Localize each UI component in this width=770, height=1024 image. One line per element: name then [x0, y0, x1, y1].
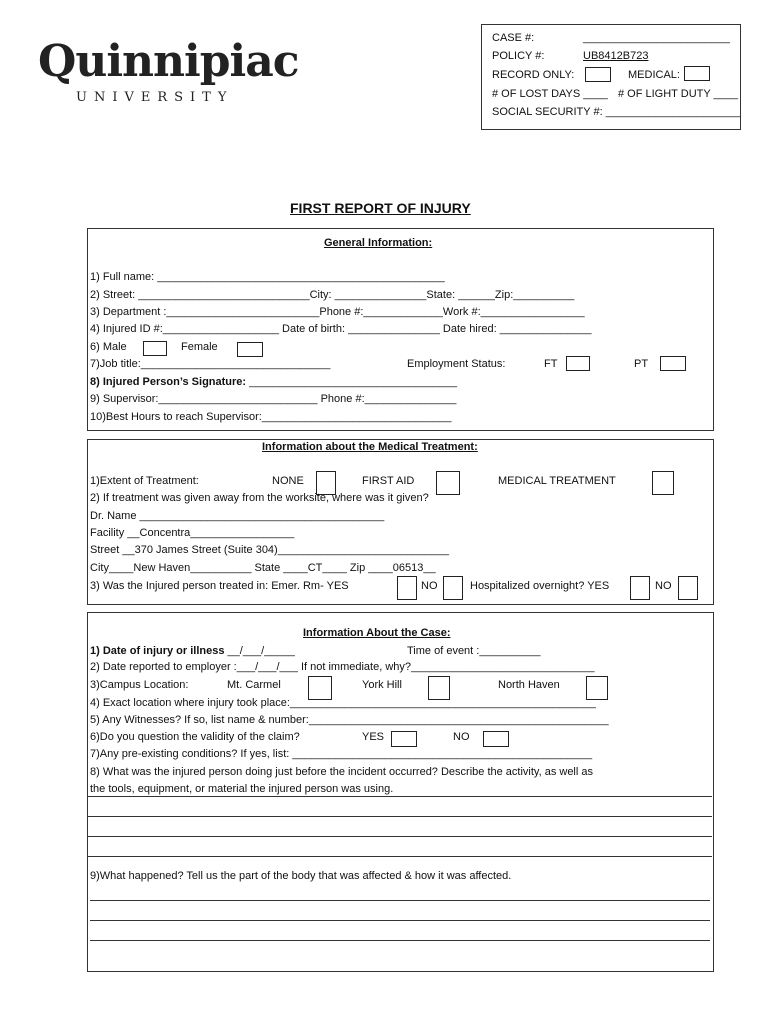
medical-treatment-checkbox[interactable] — [652, 471, 674, 495]
medical-checkbox[interactable] — [684, 66, 710, 81]
campus-location-label: 3)Campus Location: — [90, 679, 189, 691]
department-field[interactable]: 3) Department :_________________________Phone #:_____________Work #:_________________ — [90, 306, 585, 318]
date-of-injury-field[interactable] — [90, 645, 295, 657]
signature-label: 8) Injured Person’s Signature: — [90, 376, 247, 388]
what-happened-line-3[interactable] — [90, 940, 710, 941]
male-checkbox[interactable] — [143, 341, 167, 356]
record-only-label: RECORD ONLY: — [492, 69, 575, 81]
hospitalized-no-checkbox[interactable] — [678, 576, 698, 600]
case-info-heading: Information About the Case: — [303, 627, 451, 639]
mt-carmel-label: Mt. Carmel — [227, 679, 281, 691]
activity-question-line2: the tools, equipment, or material the injured person was using. — [90, 783, 394, 795]
case-number-value: ________________________ — [583, 32, 730, 44]
ft-checkbox[interactable] — [566, 356, 590, 371]
policy-value: UB8412B723 — [583, 50, 649, 62]
pre-existing-conditions-field[interactable]: 7)Any pre-existing conditions? If yes, list: _________________________________________________ — [90, 748, 593, 760]
university-logo-subtitle: UNIVERSITY — [76, 90, 234, 105]
validity-no-label: NO — [453, 731, 470, 743]
facility-field[interactable] — [90, 527, 294, 539]
medical-treatment-label: MEDICAL TREATMENT — [498, 475, 616, 487]
facility-label: Facility — [90, 527, 128, 539]
hospitalized-question: Hospitalized overnight? YES — [470, 580, 610, 592]
facility-value: __Concentra_________________ — [127, 527, 295, 539]
university-logo: Quinnipiac — [38, 36, 299, 87]
ft-label: FT — [544, 358, 558, 370]
witnesses-field[interactable]: 5) Any Witnesses? If so, list name & number:_________________________________________________ — [90, 714, 609, 726]
first-aid-checkbox[interactable] — [436, 471, 460, 495]
emergency-room-no-checkbox[interactable] — [443, 576, 463, 600]
state-label: State — [251, 562, 284, 574]
light-duty-label: # OF LIGHT DUTY ____ — [618, 88, 739, 100]
city-state-zip-field[interactable] — [90, 562, 436, 574]
activity-answer-line-1[interactable] — [87, 796, 712, 797]
male-label: 6) Male — [90, 341, 127, 353]
pt-checkbox[interactable] — [660, 356, 686, 371]
emergency-room-yes-checkbox[interactable] — [397, 576, 417, 600]
validity-no-checkbox[interactable] — [483, 731, 509, 747]
policy-label: POLICY #: — [492, 50, 545, 62]
york-hill-label: York Hill — [362, 679, 402, 691]
page-title: FIRST REPORT OF INJURY — [290, 200, 471, 216]
general-info-heading: General Information: — [324, 237, 433, 249]
female-label: Female — [181, 341, 218, 353]
date-reported-field[interactable]: 2) Date reported to employer :___/___/___ If not immediate, why?______________________________ — [90, 661, 595, 673]
activity-answer-line-4[interactable] — [87, 856, 712, 857]
female-checkbox[interactable] — [237, 342, 263, 357]
lost-days-label: # OF LOST DAYS ____ — [492, 88, 608, 100]
none-label: NONE — [272, 475, 304, 487]
exact-location-field[interactable]: 4) Exact location where injury took place:__________________________________________________ — [90, 697, 596, 709]
date-of-injury-value: __/___/_____ — [224, 645, 295, 657]
hospitalized-yes-checkbox[interactable] — [630, 576, 650, 600]
treatment-location-question: 2) If treatment was given away from the worksite, where was it given? — [90, 492, 429, 504]
employment-status-label: Employment Status: — [407, 358, 506, 370]
street-field[interactable]: 2) Street: ____________________________City: _______________State: ______Zip:__________ — [90, 289, 575, 301]
north-haven-label: North Haven — [498, 679, 560, 691]
signature-field[interactable] — [90, 376, 457, 388]
activity-question-line1: 8) What was the injured person doing just before the incident occurred? Describe the activity, as well as — [90, 766, 593, 778]
case-number-label: CASE #: — [492, 32, 535, 44]
validity-yes-checkbox[interactable] — [391, 731, 417, 747]
emergency-room-no-label: NO — [421, 580, 438, 592]
medical-treatment-heading: Information about the Medical Treatment: — [262, 441, 478, 453]
what-happened-line-1[interactable] — [90, 900, 710, 901]
activity-answer-line-3[interactable] — [87, 836, 712, 837]
ssn-label: SOCIAL SECURITY #: ______________________ — [492, 106, 741, 118]
time-of-event-field[interactable]: Time of event :__________ — [407, 645, 541, 657]
full-name-field[interactable]: 1) Full name: _______________________________________________ — [90, 271, 445, 283]
medical-label: MEDICAL: — [628, 69, 680, 81]
best-hours-field[interactable]: 10)Best Hours to reach Supervisor:_______________________________ — [90, 411, 452, 423]
signature-line: __________________________________ — [246, 376, 458, 388]
job-title-field[interactable]: 7)Job title:_______________________________ — [90, 358, 331, 370]
what-happened-line-2[interactable] — [90, 920, 710, 921]
zip-label: Zip — [346, 562, 369, 574]
date-of-injury-label: 1) Date of injury or illness — [90, 645, 225, 657]
validity-question: 6)Do you question the validity of the claim? — [90, 731, 300, 743]
treated-in-question: 3) Was the Injured person treated in: Emer. Rm- YES — [90, 580, 349, 592]
state-value: ____CT____ — [283, 562, 347, 574]
pt-label: PT — [634, 358, 649, 370]
zip-value: ____06513__ — [368, 562, 436, 574]
what-happened-question: 9)What happened? Tell us the part of the body that was affected & how it was affected. — [90, 870, 512, 882]
city-label: City — [90, 562, 109, 574]
validity-yes-label: YES — [362, 731, 385, 743]
street-address-label: Street — [90, 544, 123, 556]
supervisor-field[interactable]: 9) Supervisor:__________________________ Phone #:_______________ — [90, 393, 457, 405]
hospitalized-no-label: NO — [655, 580, 672, 592]
injured-id-field[interactable]: 4) Injured ID #:___________________ Date of birth: _______________ Date hired: _______________ — [90, 323, 592, 335]
city-value: ____New Haven__________ — [108, 562, 252, 574]
first-aid-label: FIRST AID — [362, 475, 415, 487]
doctor-name-field[interactable]: Dr. Name ________________________________________ — [90, 510, 385, 522]
street-address-value: __370 James Street (Suite 304)____________________________ — [122, 544, 450, 556]
record-only-checkbox[interactable] — [585, 67, 611, 82]
activity-answer-line-2[interactable] — [87, 816, 712, 817]
extent-treatment-label: 1)Extent of Treatment: — [90, 475, 199, 487]
street-address-field[interactable] — [90, 544, 449, 556]
